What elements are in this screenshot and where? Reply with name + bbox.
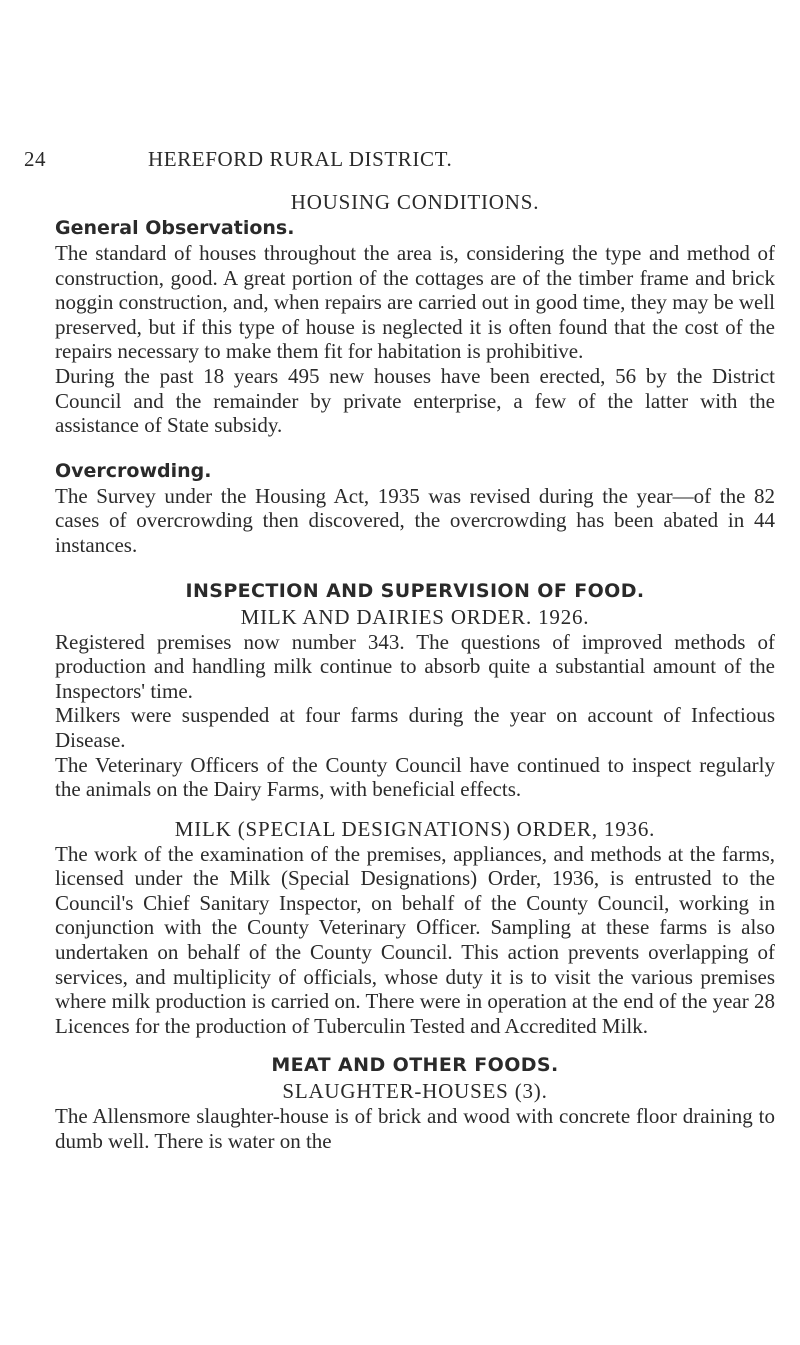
spacer	[55, 558, 775, 578]
housing-conditions-heading: HOUSING CONDITIONS.	[290, 190, 540, 214]
slaughter-houses-paragraph: The Allensmore slaughter-house is of brick and wood with concrete floor draining to dumb well. There is water on the	[55, 1104, 775, 1154]
milk-dairies-paragraph-1: Registered premises now number 343. The questions of improved methods of production and handling milk continue to absorb quite a substantial amount of the Inspectors' time.	[55, 629, 775, 703]
spacer	[55, 1038, 775, 1052]
overcrowding-heading: Overcrowding.	[55, 459, 212, 482]
spacer	[55, 438, 775, 458]
general-observations-heading: General Observations.	[55, 217, 295, 239]
inspection-supervision-heading: INSPECTION AND SUPERVISION OF FOOD.	[185, 579, 645, 602]
page-body	[55, 189, 775, 1154]
running-title: HEREFORD RURAL DISTRICT.	[148, 147, 453, 171]
milk-dairies-order-heading: MILK AND DAIRIES ORDER. 1926.	[240, 604, 590, 629]
milk-dairies-paragraph-3: The Veterinary Officers of the County Council have continued to inspect regularly the animals on the Dairy Farms, with beneficial effects.	[55, 752, 775, 802]
overcrowding-paragraph: The Survey under the Housing Act, 1935 was revised during the year—of the 82 cases of overcrowding then discovered, the overcrowding has been abated in 44 instances.	[55, 483, 775, 557]
meat-other-foods-heading: MEAT AND OTHER FOODS.	[271, 1054, 559, 1077]
milk-dairies-paragraph-2: Milkers were suspended at four farms during the year on account of Infectious Disease.	[55, 703, 775, 752]
page-number: 24	[24, 147, 46, 171]
slaughter-houses-heading: SLAUGHTER-HOUSES (3).	[282, 1079, 548, 1104]
general-observations-paragraph-1: The standard of houses throughout the area is, considering the type and method of construction, good. A great portion of the cottages are of the timber frame and brick noggin construction, and, when repairs are carried out in good time, they may be well preserved, but if this type of house is neglected it is often found that the cost of the repairs necessary to make them fit for habitation is prohibitive.	[55, 241, 775, 364]
special-designations-paragraph: The work of the examination of the premises, appliances, and methods at the farms, licensed under the Milk (Special Designations) Order, 1936, is entrusted to the Council's Chief Sanitary Inspector, on behalf of the County Council, working in conjunction with the County Veterinary Officer. Sampling at these farms is also undertaken on behalf of the County Council. This action prevents overlapping of services, and multiplicity of officials, whose duty it is to visit the various premises where milk production is carried on. There were in operation at the end of the year 28 Licences for the production of Tuberculin Tested and Accredited Milk.	[55, 841, 775, 1038]
special-designations-heading: MILK (SPECIAL DESIGNATIONS) ORDER, 1936.	[174, 816, 656, 841]
spacer	[55, 802, 775, 816]
general-observations-paragraph-2: During the past 18 years 495 new houses have been erected, 56 by the District Council and the remainder by private enterprise, a few of the latter with the assistance of State subsidy.	[55, 363, 775, 438]
